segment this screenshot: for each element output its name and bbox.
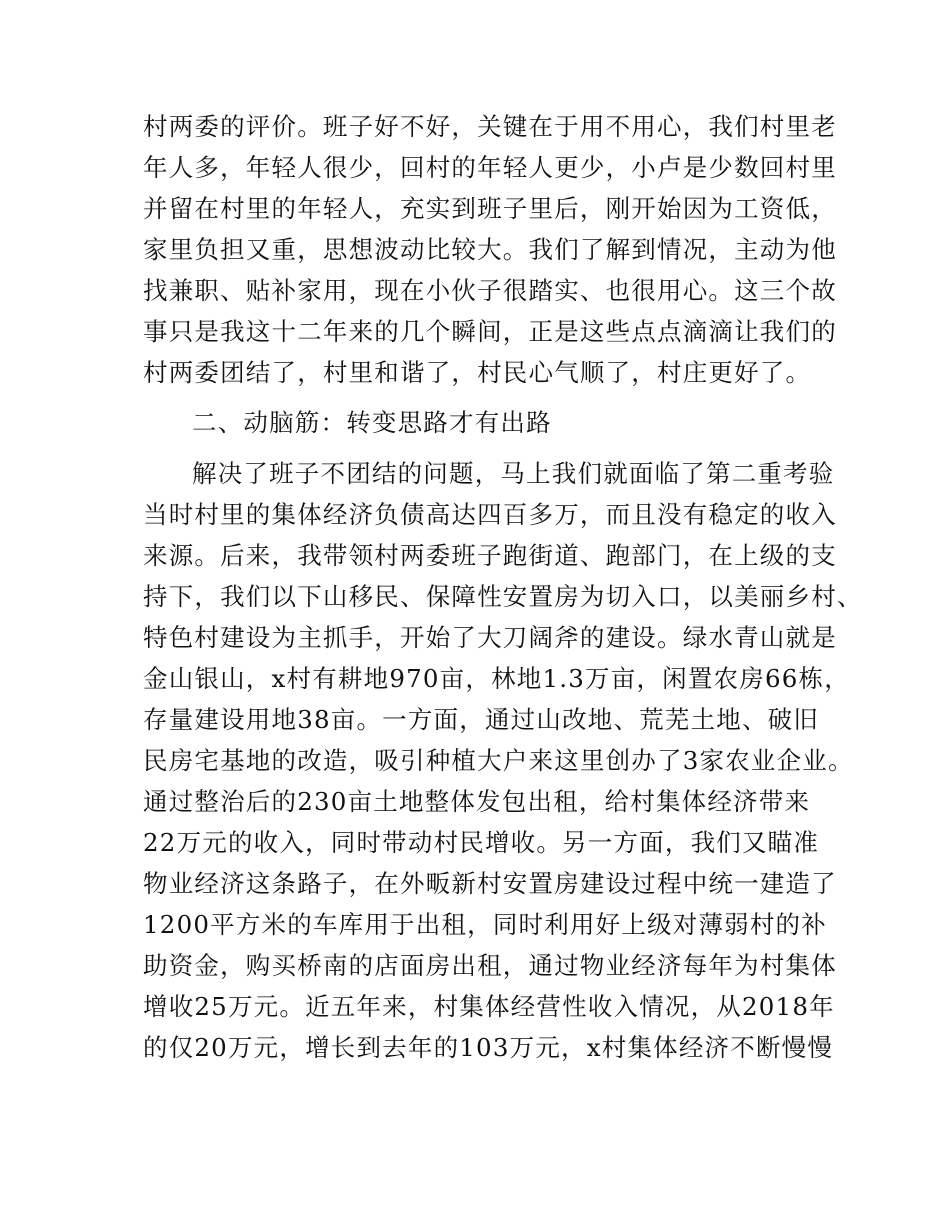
text-line: 通过整治后的230亩土地整体发包出租，给村集体经济带来: [143, 787, 811, 816]
text-line: 助资金，购买桥南的店面房出租，通过物业经济每年为村集体: [143, 951, 837, 980]
text-line: 金山银山，x村有耕地970亩，林地1.3万亩，闲置农房66栋，: [143, 664, 850, 693]
text-line: 22万元的收入，同时带动村民增收。另一方面，我们又瞄准: [143, 828, 820, 857]
text-line: 来源。后来，我带领村两委班子跑街道、跑部门，在上级的支: [143, 541, 837, 570]
text-line: 增收25万元。近五年来，村集体经营性收入情况，从2018年: [143, 992, 835, 1021]
text-line: 持下，我们以下山移民、保障性安置房为切入口，以美丽乡村、: [143, 582, 863, 611]
text-line: 存量建设用地38亩。一方面，通过山改地、荒芜土地、破旧: [143, 705, 820, 734]
text-line: 物业经济这条路子，在外畈新村安置房建设过程中统一建造了: [143, 869, 837, 898]
text-line: 当时村里的集体经济负债高达四百多万，而且没有稳定的收入: [143, 500, 837, 529]
text-line: 的仅20万元，增长到去年的103万元，x村集体经济不断慢慢: [143, 1033, 834, 1062]
text-line: 年人多，年轻人很少，回村的年轻人更少，小卢是少数回村里: [143, 153, 837, 182]
text-line: 特色村建设为主抓手，开始了大刀阔斧的建设。绿水青山就是: [143, 623, 837, 652]
text-line: 村两委团结了，村里和谐了，村民心气顺了，村庄更好了。: [143, 358, 812, 387]
text-line: 家里负担又重，思想波动比较大。我们了解到情况，主动为他: [143, 235, 837, 264]
text-line: 1200平方米的车库用于出租，同时利用好上级对薄弱村的补: [143, 910, 827, 939]
text-line: 解决了班子不团结的问题，马上我们就面临了第二重考验: [192, 459, 835, 488]
text-line: 找兼职、贴补家用，现在小伙子很踏实、也很用心。这三个故: [143, 276, 837, 305]
text-line: 民房宅基地的改造，吸引种植大户来这里创办了3家农业企业。: [143, 746, 854, 775]
section-heading: 二、动脑筋：转变思路才有出路: [192, 408, 552, 437]
text-line: 事只是我这十二年来的几个瞬间，正是这些点点滴滴让我们的: [143, 317, 837, 346]
text-line: 并留在村里的年轻人，充实到班子里后，刚开始因为工资低，: [143, 194, 837, 223]
text-line: 村两委的评价。班子好不好，关键在于用不用心，我们村里老: [143, 112, 837, 141]
